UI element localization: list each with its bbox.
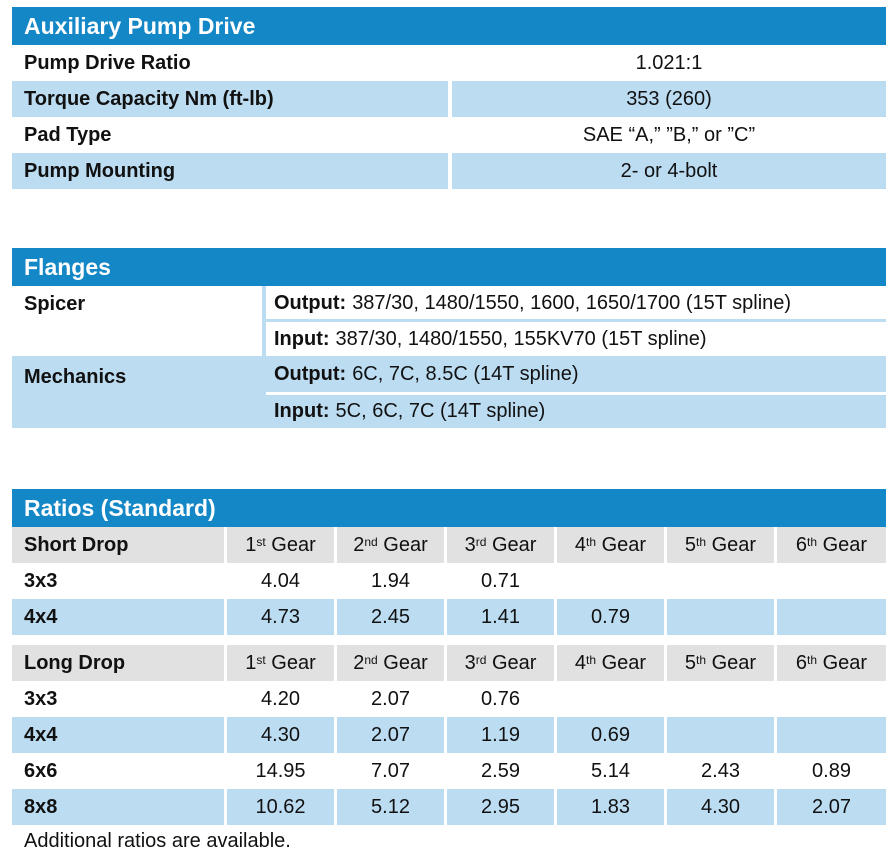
ratio-cell: 4.04 (261, 569, 300, 592)
row-label: 3x3 (24, 569, 58, 592)
pump-row-torque (12, 81, 886, 117)
column-divider (664, 645, 667, 825)
flange-mechanics-output (266, 356, 886, 392)
ratio-cell: 4.30 (261, 723, 300, 746)
column-divider (224, 645, 227, 825)
gear-header-4: 4 $^{th}$ Gear (557, 645, 664, 681)
row-label: 3x3 (24, 687, 58, 710)
gear-header-3: 3 $^{rd}$ Gear (447, 645, 554, 681)
pump-row-value: 2- or 4-bolt (620, 159, 718, 182)
flange-output-value: 6C, 7C, 8.5C (14T spline) (352, 362, 579, 385)
ratio-cell (667, 717, 774, 753)
ratio-cell: 10.62 (255, 795, 306, 818)
ratio-cell: 2.07 (371, 687, 410, 710)
gear-header-2: 2 $^{nd}$ Gear (337, 645, 444, 681)
ratio-cell: 2.07 (812, 795, 851, 818)
ratio-cell (777, 599, 886, 635)
column-divider (334, 645, 337, 825)
flange-input-value: 5C, 6C, 7C (14T spline) (335, 400, 546, 422)
flange-output-label: Output: (274, 362, 347, 385)
ratio-cell: 2.07 (371, 723, 410, 746)
flange-group-label: Spicer (24, 292, 86, 315)
flange-spicer-output (266, 286, 886, 320)
column-divider (554, 645, 557, 825)
ratio-cell: 0.79 (591, 605, 630, 628)
ratio-cell: 4.20 (261, 687, 300, 710)
row-label: 4x4 (24, 605, 58, 628)
ratio-cell: 2.59 (481, 759, 520, 782)
pump-row-label: Pump Mounting (24, 159, 176, 182)
pump-row-label: Pump Drive Ratio (24, 51, 191, 74)
column-divider (774, 645, 777, 825)
ratio-cell: 1.83 (591, 795, 630, 818)
gear-header-6: 6 $^{th}$ Gear (777, 645, 886, 681)
ratio-cell (667, 563, 774, 599)
pump-row-ratio (12, 45, 886, 81)
gear-header-6: 6 $^{th}$ Gear (777, 527, 886, 563)
ratio-cell: 5.14 (591, 759, 630, 782)
pump-row-label: Pad Type (24, 123, 112, 146)
ratio-cell: 0.71 (481, 569, 520, 592)
gear-header-1: 1 $^{st}$ Gear (227, 527, 334, 563)
pump-row-label: Torque Capacity Nm (ft-lb) (24, 87, 274, 110)
ratio-cell (557, 563, 664, 599)
table-row (12, 563, 886, 599)
flange-group-spicer (12, 286, 262, 322)
gear-header-1: 1 $^{st}$ Gear (227, 645, 334, 681)
column-divider (664, 527, 667, 635)
table-row (12, 599, 886, 635)
ratio-cell: 4.30 (701, 795, 740, 818)
ratio-cell (667, 681, 774, 717)
gear-header-3: 3 $^{rd}$ Gear (447, 527, 554, 563)
flange-output-value: 387/30, 1480/1550, 1600, 1650/1700 (15T spline) (352, 291, 792, 314)
column-divider (554, 527, 557, 635)
short-drop-heading: Short Drop (12, 527, 224, 563)
ratio-cell: 5.12 (371, 795, 410, 818)
ratio-cell: 2.43 (701, 759, 740, 782)
ratio-cell: 1.41 (481, 605, 520, 628)
column-divider (334, 527, 337, 635)
pump-row-value: 1.021:1 (635, 51, 703, 74)
column-divider (444, 527, 447, 635)
ratio-cell: 2.95 (481, 795, 520, 818)
flange-input-label: Input: (274, 327, 330, 350)
ratio-cell: 4.73 (261, 605, 300, 628)
ratio-cell: 0.89 (812, 759, 851, 782)
footnote: Additional ratios are available. (24, 830, 291, 852)
flange-group-label: Mechanics (24, 365, 127, 388)
long-drop-header (12, 645, 886, 681)
flange-spicer-input (266, 322, 886, 356)
ratio-cell: 1.94 (371, 569, 410, 592)
table-row (12, 717, 886, 753)
ratios-section-title: Ratios (Standard) (12, 489, 886, 527)
row-label: 8x8 (24, 795, 58, 818)
gear-header-5: 5 $^{th}$ Gear (667, 645, 774, 681)
ratio-cell (557, 681, 664, 717)
column-divider (774, 527, 777, 635)
ratio-cell: 0.69 (591, 723, 630, 746)
long-drop-heading: Long Drop (12, 645, 224, 681)
flanges-section-title: Flanges (12, 248, 886, 286)
flange-column-divider (262, 286, 266, 428)
row-label: 6x6 (24, 759, 58, 782)
ratio-cell: 14.95 (255, 759, 306, 782)
pump-row-pad-type (12, 117, 886, 153)
ratio-cell: 7.07 (371, 759, 410, 782)
ratio-cell (777, 681, 886, 717)
ratio-cell (667, 599, 774, 635)
pump-row-mounting (12, 153, 886, 189)
column-divider (444, 645, 447, 825)
pump-section-title: Auxiliary Pump Drive (12, 7, 886, 45)
table-row (12, 753, 886, 789)
pump-row-value: 353 (260) (626, 87, 712, 110)
flange-input-value: 387/30, 1480/1550, 155KV70 (15T spline) (335, 327, 707, 350)
ratio-cell: 2.45 (371, 605, 410, 628)
pump-row-value: SAE “A,” ”B,” or ”C” (582, 123, 756, 146)
table-row (12, 789, 886, 825)
ratio-cell: 0.76 (481, 687, 520, 710)
flange-mechanics-input (266, 395, 886, 428)
flange-group-mechanics (12, 356, 262, 428)
ratio-cell (777, 563, 886, 599)
row-label: 4x4 (24, 723, 58, 746)
gear-header-5: 5 $^{th}$ Gear (667, 527, 774, 563)
table-row (12, 681, 886, 717)
short-drop-header (12, 527, 886, 563)
ratio-cell (777, 717, 886, 753)
ratio-cell: 1.19 (481, 723, 520, 746)
flange-output-label: Output: (274, 291, 347, 314)
gear-header-2: 2 $^{nd}$ Gear (337, 527, 444, 563)
column-divider (224, 527, 227, 635)
gear-header-4: 4 $^{th}$ Gear (557, 527, 664, 563)
flange-input-label: Input: (274, 400, 330, 422)
